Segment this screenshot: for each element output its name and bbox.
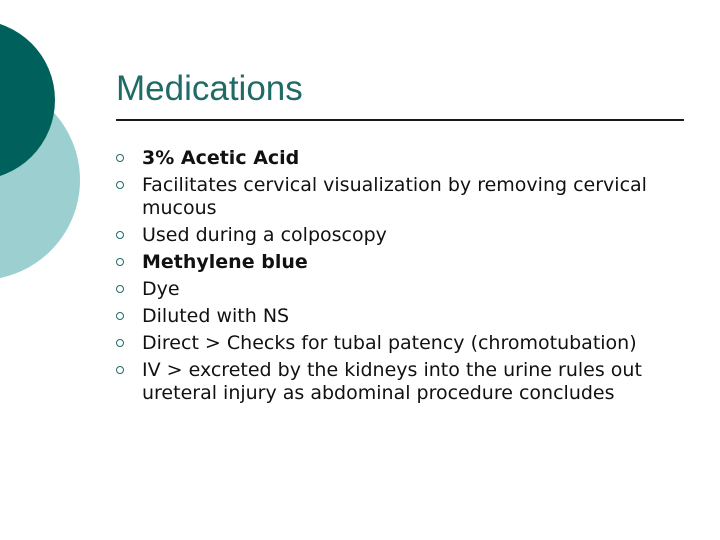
hollow-circle-bullet-icon: [116, 181, 124, 189]
hollow-circle-bullet-icon: [116, 258, 124, 266]
bullet-item: [116, 224, 686, 247]
hollow-circle-bullet-icon: [116, 285, 124, 293]
slide-title: Medications: [116, 69, 303, 108]
hollow-circle-bullet-icon: [116, 312, 124, 320]
bullet-item: [116, 359, 686, 405]
title-divider: [116, 119, 684, 121]
bullet-item: [116, 305, 686, 328]
bullet-text: Direct > Checks for tubal patency (chromotubation): [142, 332, 637, 354]
bullet-text: Methylene blue: [142, 251, 308, 273]
bullet-text: 3% Acetic Acid: [142, 147, 300, 169]
bullet-item: [116, 278, 686, 301]
bullet-text: Facilitates cervical visualization by removing cervical mucous: [142, 174, 647, 219]
bullet-text: Used during a colposcopy: [142, 224, 387, 246]
bullet-item: [116, 332, 686, 355]
hollow-circle-bullet-icon: [116, 366, 124, 374]
bullet-text: Dye: [142, 278, 180, 300]
bullet-text: IV > excreted by the kidneys into the urine rules out ureteral injury as abdominal procedure concludes: [142, 359, 642, 404]
bullet-item: [116, 174, 686, 220]
hollow-circle-bullet-icon: [116, 154, 124, 162]
hollow-circle-bullet-icon: [116, 339, 124, 347]
bullet-list: [116, 147, 686, 409]
corner-decoration: [0, 0, 120, 300]
bullet-item: [116, 251, 686, 274]
bullet-item: [116, 147, 686, 170]
bullet-text: Diluted with NS: [142, 305, 290, 327]
hollow-circle-bullet-icon: [116, 231, 124, 239]
